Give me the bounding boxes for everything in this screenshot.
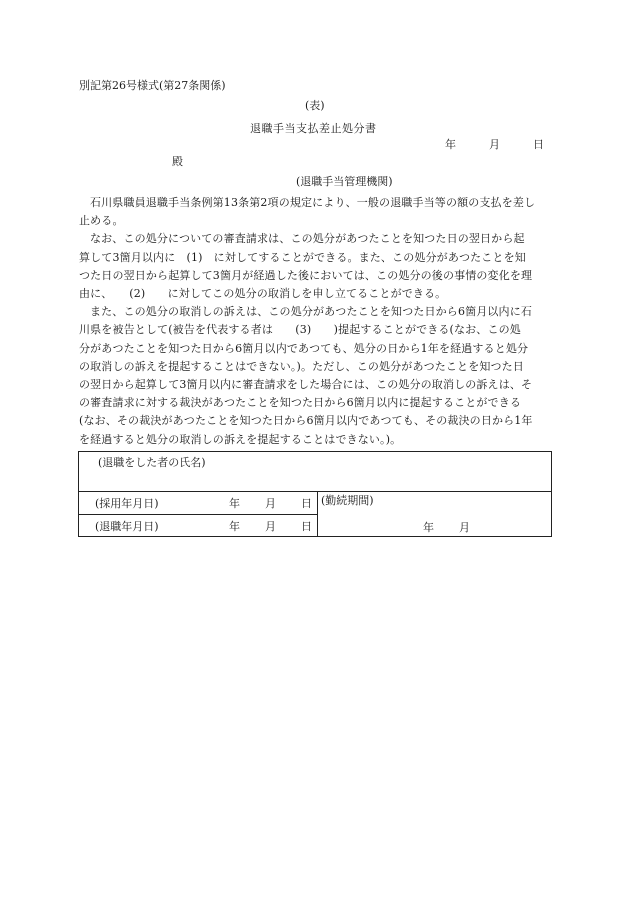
hire-month-unit: 月	[265, 497, 276, 510]
text-line: 川県を被告として(被告を代表する者は (3) )提起することができる(なお、この処	[79, 323, 521, 337]
form-number: 別記第26号様式(第27条関係)	[79, 79, 226, 92]
text-line: なお、この処分についての審査請求は、この処分があつたことを知つた日の翌日から起	[90, 232, 525, 246]
length-of-service-cell	[318, 492, 552, 537]
text-line: の翌日から起算して3箇月以内に審査請求をした場合には、この処分の取消しの訴えは、そ	[79, 378, 533, 392]
retiree-name-label: (退職をした者の氏名)	[98, 456, 206, 469]
retire-month-unit: 月	[265, 520, 276, 533]
text-line: の審査請求に対する裁決があつたことを知つた日から6箇月以内に提起することができる	[79, 396, 521, 410]
body-text	[79, 194, 553, 449]
hire-year-unit: 年	[229, 497, 240, 510]
front-side-label: (表)	[305, 99, 325, 112]
paragraph-2	[79, 230, 553, 303]
service-year-unit: 年	[423, 521, 434, 534]
text-line: 止める。	[79, 214, 124, 228]
text-line: つた日の翌日から起算して3箇月が経過した後においては、この処分の後の事情の変化を理	[79, 268, 533, 282]
issuing-organization: (退職手当管理機関)	[296, 175, 393, 188]
hire-day-unit: 日	[301, 497, 312, 510]
retirement-date-row	[79, 515, 318, 537]
text-line: の取消しの訴えを提起することはできない。)。ただし、この処分があつたことを知つた日	[79, 359, 524, 373]
service-label: (勤続期間)	[321, 494, 374, 507]
text-line: 算して3箇月以内に (1) に対してすることができる。また、この処分があつたことを知	[79, 250, 526, 264]
retire-year-unit: 年	[229, 520, 240, 533]
document-title: 退職手当支払差止処分書	[250, 122, 377, 135]
date-line	[445, 139, 544, 150]
text-line: を経過すると処分の取消しの訴えを提起することはできない。)。	[79, 432, 402, 446]
date-year: 年	[445, 138, 456, 151]
text-line: また、この処分の取消しの訴えは、この処分があつたことを知つた日から6箇月以内に石	[90, 305, 532, 319]
text-line: 由に、 (2) に対してこの処分の取消しを申し立てることができる。	[79, 287, 447, 301]
addressee-honorific: 殿	[172, 155, 183, 168]
service-month-unit: 月	[459, 521, 470, 534]
paragraph-1	[79, 194, 553, 230]
hire-date-row	[79, 492, 318, 515]
date-month: 月	[489, 138, 500, 151]
hire-date-label: (採用年月日)	[95, 497, 159, 510]
paragraph-3	[79, 303, 553, 449]
date-day: 日	[533, 138, 544, 151]
text-line: (なお、その裁決があつたことを知つた日から6箇月以内であつても、その裁決の日から1年	[79, 414, 533, 428]
retirement-date-label: (退職年月日)	[95, 520, 159, 533]
text-line: 石川県職員退職手当条例第13条第2項の規定により、一般の退職手当等の額の支払を差し	[90, 196, 536, 209]
employee-info-table	[78, 451, 552, 537]
retiree-name-row	[79, 452, 551, 492]
text-line: 分があつたことを知つた日から6箇月以内であつても、処分の日から1年を経過すると処分	[79, 341, 529, 355]
retire-day-unit: 日	[301, 520, 312, 533]
